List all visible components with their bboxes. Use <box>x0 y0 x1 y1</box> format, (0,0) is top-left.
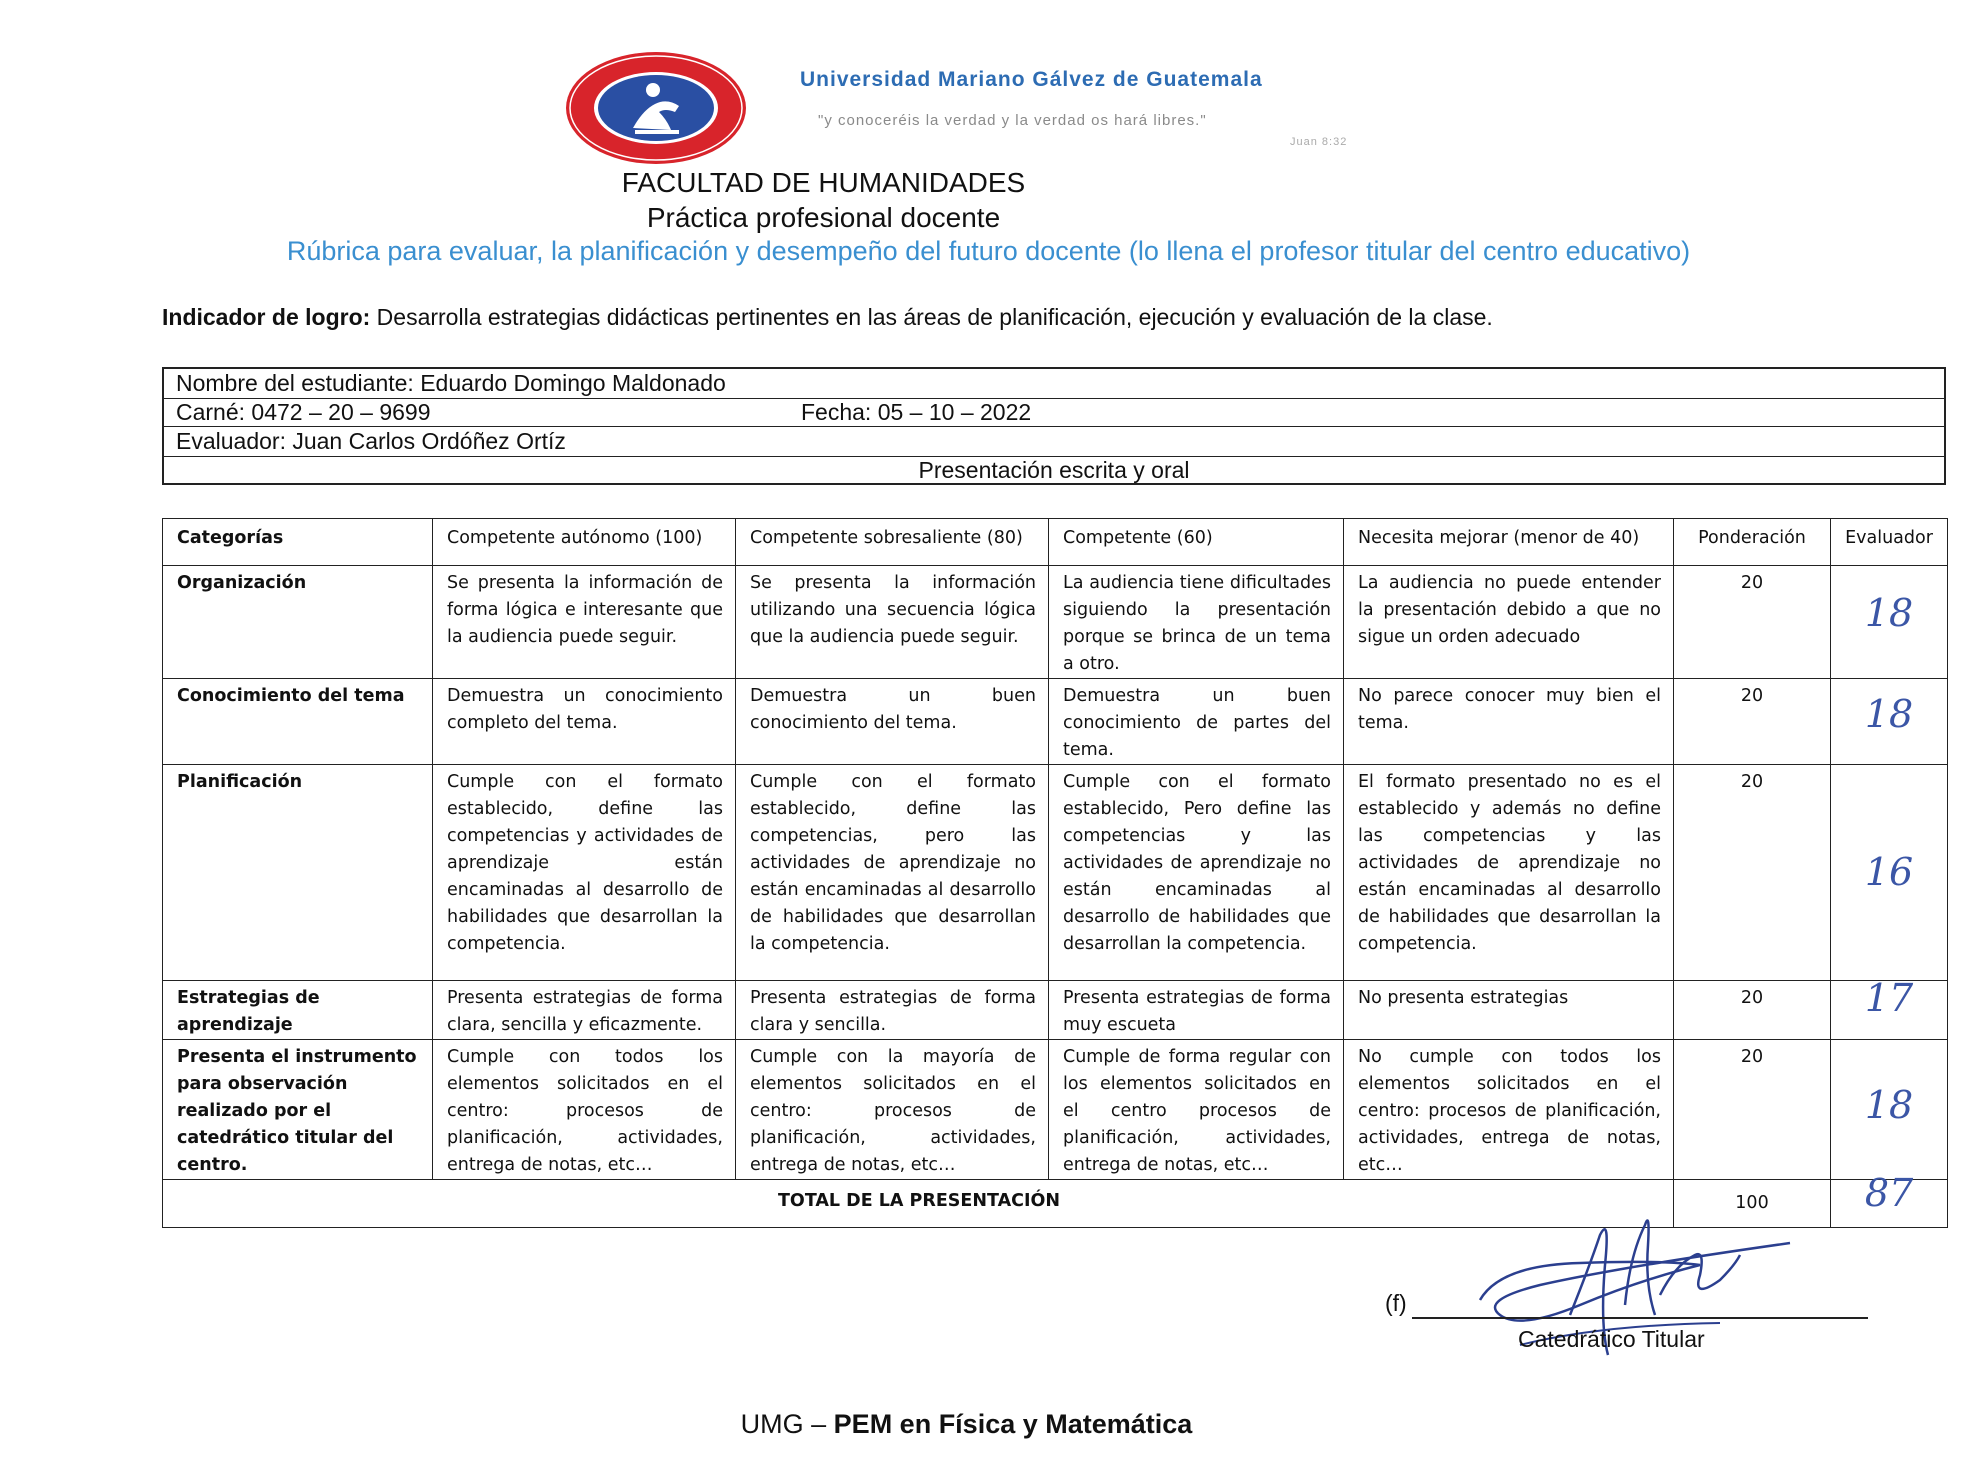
footer-prefix: UMG – <box>740 1409 834 1439</box>
row-c60: La audiencia tiene dificultades siguiendo la presentación porque se brinca de un tema a otro. <box>1049 566 1344 679</box>
university-seal-logo <box>563 50 749 166</box>
student-info-table <box>162 367 1946 485</box>
info-row-evaluator <box>164 427 1944 457</box>
total-weight: 100 <box>1674 1180 1831 1228</box>
row-c40: No presenta estrategias <box>1344 981 1674 1040</box>
row-score-cell <box>1831 976 1948 1040</box>
row-category: Estrategias de aprendizaje <box>163 981 433 1040</box>
signature-line <box>1412 1317 1868 1319</box>
row-weight: 20 <box>1674 1040 1831 1180</box>
handwritten-score: 18 <box>1864 591 1914 635</box>
row-weight: 20 <box>1674 765 1831 981</box>
handwritten-score: 17 <box>1864 976 1914 1020</box>
evaluation-date: Fecha: 05 – 10 – 2022 <box>801 399 1032 425</box>
row-c100: Cumple con todos los elementos solicitados en el centro: procesos de planificación, actividades, entrega de notas, etc… <box>433 1040 736 1180</box>
info-row-presentation <box>164 457 1944 485</box>
header-c80: Competente sobresaliente (80) <box>736 519 1049 566</box>
indicator-label: Indicador de logro: <box>162 304 371 330</box>
row-c100: Cumple con el formato establecido, define las competencias y actividades de aprendizaje están encaminadas al desarrollo de habilidades que desarrollan la competencia. <box>433 765 736 981</box>
header-categories: Categorías <box>163 519 433 566</box>
header-evaluator: Evaluador <box>1831 519 1948 566</box>
rubric-title: Rúbrica para evaluar, la planificación y desempeño del futuro docente (lo llena el profesor titular del centro educativo) <box>286 236 1691 266</box>
table-row <box>163 981 1948 1040</box>
row-c80: Demuestra un buen conocimiento del tema. <box>736 679 1049 765</box>
achievement-indicator <box>162 304 1493 331</box>
header-c60: Competente (60) <box>1049 519 1344 566</box>
header-c100: Competente autónomo (100) <box>433 519 736 566</box>
row-c100: Se presenta la información de forma lógica e interesante que la audiencia puede seguir. <box>433 566 736 679</box>
signature-prefix: (f) <box>1385 1290 1407 1316</box>
indicator-text: Desarrolla estrategias didácticas pertinentes en las áreas de planificación, ejecución y evaluación de la clase. <box>370 304 1493 330</box>
row-category: Planificación <box>163 765 433 981</box>
row-weight: 20 <box>1674 981 1831 1040</box>
info-row-carne <box>164 399 1944 427</box>
row-c100: Demuestra un conocimiento completo del tema. <box>433 679 736 765</box>
row-category: Conocimiento del tema <box>163 679 433 765</box>
row-c40: La audiencia no puede entender la presentación debido a que no sigue un orden adecuado <box>1344 566 1674 679</box>
row-weight: 20 <box>1674 566 1831 679</box>
row-c60: Cumple de forma regular con los elementos solicitados en el centro procesos de planificación, actividades, entrega de notas, etc… <box>1049 1040 1344 1180</box>
student-name: Nombre del estudiante: Eduardo Domingo Maldonado <box>176 370 726 396</box>
info-row-student <box>164 369 1944 399</box>
row-c100: Presenta estrategias de forma clara, sencilla y eficazmente. <box>433 981 736 1040</box>
university-name: Universidad Mariano Gálvez de Guatemala <box>800 68 1263 91</box>
row-c80: Se presenta la información utilizando una secuencia lógica que la audiencia puede seguir. <box>736 566 1049 679</box>
row-c60: Cumple con el formato establecido, Pero define las competencias y las actividades de aprendizaje no están encaminadas al desarrollo de habilidades que desarrollan la competencia. <box>1049 765 1344 981</box>
table-row <box>163 679 1948 765</box>
rubric-header-row <box>163 519 1948 566</box>
row-score-cell <box>1831 1040 1948 1180</box>
row-c80: Presenta estrategias de forma clara y sencilla. <box>736 981 1049 1040</box>
handwritten-total-score: 87 <box>1864 1171 1914 1215</box>
faculty-title: FACULTAD DE HUMANIDADES <box>621 167 1026 198</box>
table-row <box>163 566 1948 679</box>
table-row <box>163 1040 1948 1180</box>
header-c40: Necesita mejorar (menor de 40) <box>1344 519 1674 566</box>
motto-verse: Juan 8:32 <box>1290 136 1348 148</box>
footer-program: PEM en Física y Matemática <box>833 1409 1193 1439</box>
total-score-cell <box>1831 1171 1948 1228</box>
table-row <box>163 765 1948 981</box>
handwritten-score: 18 <box>1864 1083 1914 1127</box>
row-c40: No cumple con todos los elementos solicitados en el centro: procesos de planificación, actividades, entrega de notas, etc… <box>1344 1040 1674 1180</box>
student-carne: Carné: 0472 – 20 – 9699 <box>176 399 431 425</box>
row-c60: Presenta estrategias de forma muy escueta <box>1049 981 1344 1040</box>
row-score-cell <box>1831 566 1948 679</box>
evaluator-name: Evaluador: Juan Carlos Ordóñez Ortíz <box>176 428 566 454</box>
handwritten-score: 16 <box>1864 850 1914 894</box>
row-score-cell <box>1831 765 1948 981</box>
header-weight: Ponderación <box>1674 519 1831 566</box>
practice-subtitle: Práctica profesional docente <box>646 202 1001 233</box>
row-category: Presenta el instrumento para observación realizado por el catedrático titular del centro. <box>163 1040 433 1180</box>
row-c80: Cumple con la mayoría de elementos solicitados en el centro: procesos de planificación, actividades, entrega de notas, etc… <box>736 1040 1049 1180</box>
row-c40: No parece conocer muy bien el tema. <box>1344 679 1674 765</box>
total-label: TOTAL DE LA PRESENTACIÓN <box>163 1180 1674 1228</box>
row-score-cell <box>1831 679 1948 765</box>
row-category: Organización <box>163 566 433 679</box>
row-c60: Demuestra un buen conocimiento de partes del tema. <box>1049 679 1344 765</box>
signature-caption: Catedrático Titular <box>1518 1326 1705 1352</box>
rubric-table <box>162 518 1948 1228</box>
row-weight: 20 <box>1674 679 1831 765</box>
row-c80: Cumple con el formato establecido, define las competencias, pero las actividades de aprendizaje no están encaminadas al desarrollo de habilidades que desarrollan la competencia. <box>736 765 1049 981</box>
handwritten-score: 18 <box>1864 692 1914 736</box>
row-c40: El formato presentado no es el establecido y además no define las competencias y las actividades de aprendizaje no están encaminadas al desarrollo de habilidades que desarrollan la competencia. <box>1344 765 1674 981</box>
university-motto: "y conoceréis la verdad y la verdad os hará libres." <box>818 112 1207 129</box>
presentation-type: Presentación escrita y oral <box>918 457 1190 483</box>
page-footer <box>0 1409 1960 1440</box>
